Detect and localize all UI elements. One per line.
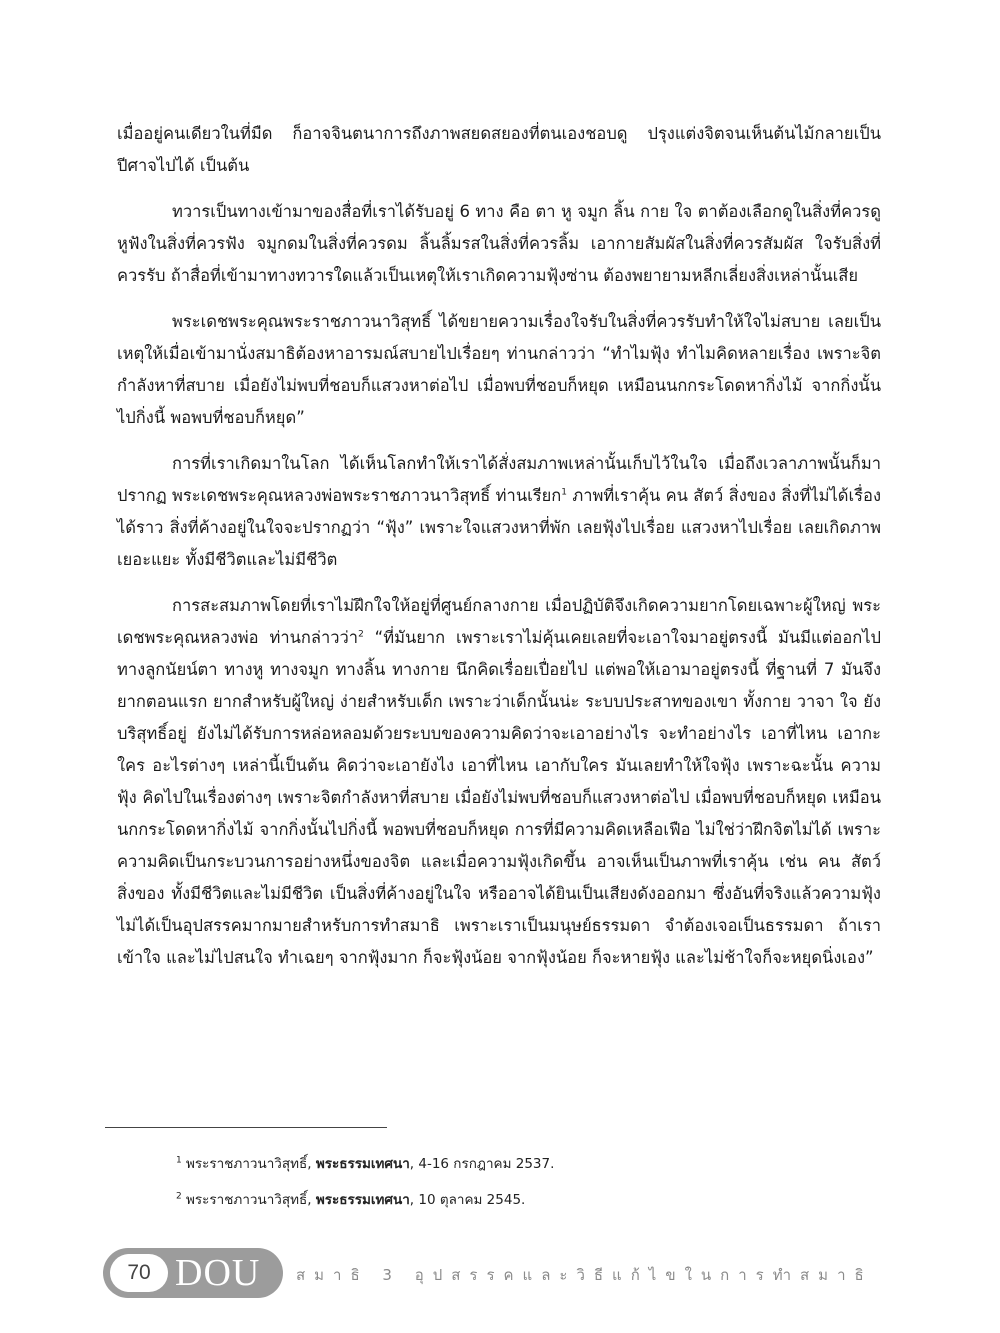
footnote-suffix: , 4-16 กรกฎาคม 2537. [409,1156,555,1172]
footnote-prefix: พระราชภาวนาวิสุทธิ์, [181,1156,316,1172]
paragraph-5-part-b: “ที่มันยาก เพราะเราไม่คุ้นเคยเลยที่จะเอาใจมาอยู่ตรงนี้ มันมีแต่ออกไปทางลูกนัยน์ตา ทางหู ทางจมูก ทางลิ้น ทางกาย นึกคิดเรื่อยเปื่อยไป แต่พอให้เอามาอยู่ตรงนี้ ที่ฐานที่ 7 มันจึงยากตอนแรก ยากสำหรับผู้ใหญ่ ง่ายสำหรับเด็ก เพราะว่าเด็กนั้นน่ะ ระบบประสาทของเขา ทั้งกาย วาจา ใจ ยังบริสุทธิ์อยู่ ยังไม่ได้รับการหล่อหลอมด้วยระบบของความคิดว่าจะเอาอย่างไร จะทำอย่างไร เอาที่ไหน เอากะใคร อะไรต่างๆ เหล่านี้เป็นต้น คิดว่าจะเอายังไง เอาที่ไหน เอากับใคร มันเลยทำให้ใจฟุ้ง เพราะฉะนั้น ความฟุ้ง คิดไปในเรื่องต่างๆ เพราะจิตกำลังหาที่สบาย เมื่อยังไม่พบที่ชอบก็แสวงหาต่อไป เมื่อพบที่ชอบก็หยุด เหมือนนกกระโดดหากิ่งไม้ จากกิ่งนั้นไปกิ่งนี้ พอพบที่ชอบก็หยุด การที่มีความคิดเหลือเฟือ ไม่ใช่ว่าฝึกจิตไม่ได้ เพราะความคิดเป็นกระบวนการอย่างหนึ่งของจิต และเมื่อความฟุ้งเกิดขึ้น อาจเห็นเป็นภาพที่เราคุ้น เช่น คน สัตว์ สิ่งของ ทั้งมีชีวิตและไม่มีชีวิต เป็นสิ่งที่ค้างอยู่ในใจ หรืออาจได้ยินเป็นเสียงดังออกมา ซึ่งอันที่จริงแล้วความฟุ้งไม่ได้เป็นอุปสรรคมากมายสำหรับการทำสมาธิ เพราะเราเป็นมนุษย์ธรรมดา จำต้องเจอเป็นธรรมดา ถ้าเราเข้าใจ และไม่ไปสนใจ ทำเฉยๆ จากฟุ้งมาก ก็จะฟุ้งน้อย จากฟุ้งน้อย ก็จะหายฟุ้ง และไม่ช้าใจก็จะหยุดนิ่งเอง” [117,628,881,967]
footnote-1 [176,1154,554,1174]
footnote-mark: 1 [176,1155,182,1166]
paragraph-4-part-a: การที่เราเกิดมาในโลก ได้เห็นโลกทำให้เราได้สั่งสมภาพเหล่านั้นเก็บไว้ในใจ เมื่อถึงเวลาภาพนั้นก็มาปรากฏ พระเดชพระคุณหลวงพ่อพระราชภาวนาวิสุทธิ์ ท่านเรียก [117,454,881,505]
paragraph-4-part-b: ภาพที่เราคุ้น คน สัตว์ สิ่งของ สิ่งที่ไม่ได้เรื่องได้ราว สิ่งที่ค้างอยู่ในใจจะปรากฏว่า “ฟุ้ง” เพราะใจแสวงหาที่พัก เลยฟุ้งไปเรื่อย แสวงหาไปเรื่อย เลยเกิดภาพเยอะแยะ ทั้งมีชีวิตและไม่มีชีวิต [117,486,881,569]
footnote-title: พระธรรมเทศนา [315,1192,410,1208]
footer-badge [103,1248,283,1298]
paragraph-5-part-a: การสะสมภาพโดยที่เราไม่ฝึกใจให้อยู่ที่ศูนย์กลางกาย เมื่อปฏิบัติจึงเกิดความยากโดยเฉพาะผู้ใหญ่ พระเดชพระคุณหลวงพ่อ ท่านกล่าวว่า [117,596,881,647]
paragraph-1: เมื่ออยู่คนเดียวในที่มืด ก็อาจจินตนาการถึงภาพสยดสยองที่ตนเองชอบดู ปรุงแต่งจิตจนเห็นต้นไม้กลายเป็นปีศาจไปได้ เป็นต้น [117,124,881,175]
footnote-title: พระธรรมเทศนา [315,1156,410,1172]
footnote-ref-2[interactable]: 2 [358,629,364,640]
footnote-suffix: , 10 ตุลาคม 2545. [409,1192,526,1208]
footnote-mark: 2 [176,1191,182,1202]
page-number: 70 [110,1254,168,1292]
footnote-divider [105,1127,387,1128]
paragraph-5 [117,590,881,974]
book-title: สมาธิ 3 อุปสรรคและวิธีแก้ไขในการทำสมาธิ [296,1266,873,1284]
paragraph-2: ทวารเป็นทางเข้ามาของสื่อที่เราได้รับอยู่ 6 ทาง คือ ตา หู จมูก ลิ้น กาย ใจ ตาต้องเลือกดูในสิ่งที่ควรดู หูฟังในสิ่งที่ควรฟัง จมูกดมในสิ่งที่ควรดม ลิ้นลิ้มรสในสิ่งที่ควรลิ้ม เอากายสัมผัสในสิ่งที่ควรสัมผัส ใจรับสิ่งที่ควรรับ ถ้าสื่อที่เข้ามาทางทวารใดแล้วเป็นเหตุให้เราเกิดความฟุ้งซ่าน ต้องพยายามหลีกเลี่ยงสิ่งเหล่านั้นเสีย [117,202,881,285]
footnote-ref-1[interactable]: 1 [561,487,567,498]
paragraph-4 [117,448,881,576]
footnote-2 [176,1190,525,1210]
paragraph-3: พระเดชพระคุณพระราชภาวนาวิสุทธิ์ ได้ขยายความเรื่องใจรับในสิ่งที่ควรรับทำให้ใจไม่สบาย เลยเป็นเหตุให้เมื่อเข้ามานั่งสมาธิต้องหาอารมณ์สบายไปเรื่อยๆ ท่านกล่าวว่า “ทำไมฟุ้ง ทำไมคิดหลายเรื่อง เพราะจิตกำลังหาที่สบาย เมื่อยังไม่พบที่ชอบก็แสวงหาต่อไป เมื่อพบที่ชอบก็หยุด เหมือนนกกระโดดหากิ่งไม้ จากกิ่งนั้นไปกิ่งนี้ พอพบที่ชอบก็หยุด” [117,312,881,427]
main-text [117,118,881,988]
dou-logo: DOU [175,1252,261,1294]
footnote-prefix: พระราชภาวนาวิสุทธิ์, [181,1192,316,1208]
